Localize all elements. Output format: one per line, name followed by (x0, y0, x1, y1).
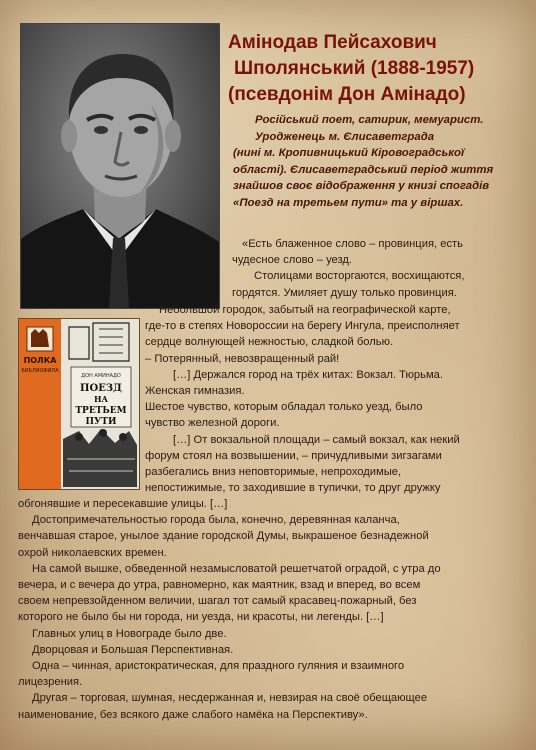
quote-p7e: обгонявшие и пересекавшие улицы. […] (18, 498, 228, 510)
quote-p13a: Другая – торговая, шумная, несдержанная и, невзирая на своё обещающее (32, 692, 428, 705)
quote-p5a: […] Держался город на трёх китах: Вокзал. Тюрьма. (173, 368, 443, 381)
bio-line-5: знайшов своє відображення у книзі спогадів (233, 180, 490, 192)
cover-series-2: БИБЛИОФИЛА (21, 368, 59, 374)
page-title (228, 30, 528, 108)
quote-p8a: Достопримечательностью города была, конечно, деревянная каланча, (32, 514, 400, 527)
bio-line-6: «Поезд на третьем пути» та у віршах. (233, 196, 464, 209)
quote-intro (232, 236, 526, 301)
portrait-drawing (21, 24, 219, 308)
book-cover-illustration (19, 319, 139, 489)
cover-title-1: ПОЕЗД (80, 383, 122, 394)
quote-p3a: Небольшой городок, забытый на географической карте, (159, 304, 451, 316)
quote-p4: – Потерянный, невозвращенный рай! (145, 352, 340, 365)
cover-series-1: ПОЛКА (23, 356, 57, 365)
quote-middle (145, 302, 529, 496)
quote-p13b: наименование, без всякого даже слабого намёка на Перспективу». (18, 708, 368, 721)
quote-p1a: «Есть блаженное слово – провинция, есть (242, 238, 464, 250)
quote-main (18, 496, 528, 723)
title-line-3: (псевдонім Дон Амінадо) (228, 84, 466, 105)
quote-p5b: Женская гимназия. (145, 385, 245, 398)
quote-p6a: Шестое чувство, которым обладал только уезд, было (145, 401, 423, 414)
book-cover-image (18, 318, 140, 490)
quote-p1b: чудесное слово – уезд. (232, 254, 353, 267)
biography (233, 112, 529, 211)
quote-p9b: вечера, и с вечера до утра, равномерно, как маятник, взад и вперед, во всем (18, 579, 421, 592)
quote-p2b: гордятся. Умиляет душу только провинция. (232, 286, 457, 299)
bio-line-3: (нині м. Кропивницький Кіровоградської (233, 147, 465, 159)
quote-p12b: лицезрения. (18, 676, 83, 689)
quote-p8b: венчавшая старое, унылое здание городской Думы, выкрашеное безнадежной (18, 530, 429, 543)
quote-p7d: непостижимые, то заходившие в тупички, то друг дружку (145, 482, 441, 495)
cover-title-3: ТРЕТЬЕМ (75, 406, 127, 416)
quote-p6b: чувство железной дороги. (145, 417, 280, 430)
cover-author: ДОН АМИНАДО (81, 373, 121, 379)
bio-line-2: Уродженець м. Єлисаветграда (255, 130, 435, 143)
quote-p11: Дворцовая и Большая Перспективная. (32, 643, 234, 656)
quote-p7a: […] От вокзальной площади – самый вокзал, как некий (173, 433, 460, 446)
bio-line-4: області). Єлисаветградський період життя (233, 163, 494, 176)
quote-p2a: Столицами восторгаются, восхищаются, (254, 270, 465, 283)
quote-p12a: Одна – чинная, аристократическая, для праздного гуляния и взаимного (32, 660, 405, 673)
quote-p9d: которого не было бы ни города, ни уезда, ни красоты, ни легенды. […] (18, 611, 384, 624)
quote-p3c: сердце волнующей нежностью, сладкой болью. (145, 336, 394, 349)
quote-p9a: На самой вышке, обведенной незамысловатой решетчатой оградой, с утра до (32, 562, 441, 575)
quote-p10: Главных улиц в Новограде было две. (32, 627, 227, 640)
quote-p9c: своем непревзойденном величии, шагал тот самый красавец-пожарный, без (18, 595, 417, 608)
title-line-1: Амінодав Пейсахович (228, 32, 437, 53)
quote-p3b: где-то в степях Новороссии на берегу Ингула, преисполняет (145, 320, 460, 333)
quote-p7c: разбегались вниз неповторимые, непроходимые, (145, 466, 402, 479)
bio-line-1: Російський поет, сатирик, мемуарист. (255, 114, 484, 126)
cover-title-2: НА (93, 394, 109, 404)
quote-p8c: охрой николаевских времен. (18, 546, 167, 559)
portrait-photo (20, 23, 220, 309)
cover-title-4: ПУТИ (85, 417, 117, 427)
title-line-2: Шполянський (1888-1957) (234, 58, 475, 79)
quote-p7b: форум стоял на возвышении, – причудливыми зигзагами (145, 449, 442, 462)
